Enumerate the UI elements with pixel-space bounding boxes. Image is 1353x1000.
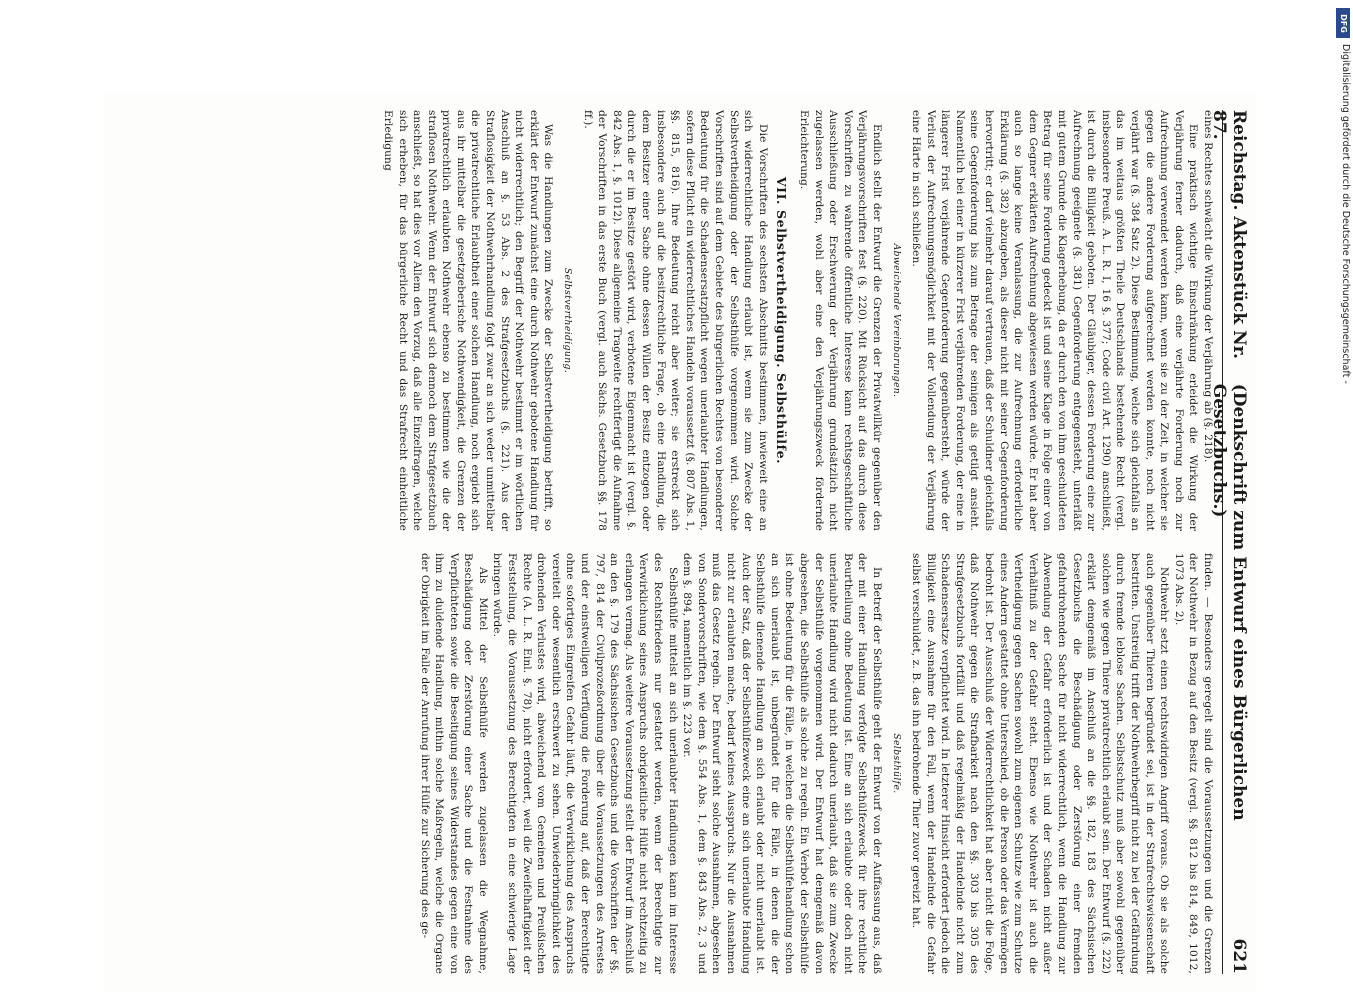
scanned-page (105, 92, 1255, 992)
paragraph: In Betreff der Selbsthülfe geht der Entwurf von der Auffassung aus, daß der mit einer Handlung verfolgte Selbsthülfezweck für ihre rechtliche Beurtheilung ohne Bedeutung ist. Eine an sich erlaubte oder doch nicht unerlaubte Handlung wird nicht dadurch unerlaubt, daß sie zum Zwecke der Selbsthülfe vorgenommen wird. Der Entwurf hat demgemäß davon abgesehen, die Selbsthülfe als solche zu regeln. Ein Verbot der Selbsthülfe ist ohne Bedeutung für die Fälle, in welchen die Selbsthülfehandlung schon an sich unerlaubt ist, unbegründet für die Fälle, in denen die der Selbsthülfe dienende Handlung an sich erlaubt oder nicht unerlaubt ist. Auch der Satz, daß der Selbsthülfezweck eine an sich unerlaubte Handlung nicht zur erlaubten mache, bedarf keines Ausspruchs. Nur die Ausnahmen muß das Gesetz regeln. Der Entwurf sieht solche Ausnahmen, abgesehen von Sondervorschriften, wie dem §. 554 Abs. 1, dem §. 843 Abs. 2, 3 und dem §. 894, namentlich im §. 223 vor. (681, 553, 883, 974)
header-center: (Denkschrift zum Entwurf eines Bürgerlichen Gesetzbuchs.) (1209, 383, 1249, 821)
header-left: Reichstag. Aktenstück Nr. 87. (1209, 110, 1249, 359)
digitization-note-text: Digitalisierung gefördert durch die Deutsche Forschungsgemeinschaft - (1340, 44, 1351, 384)
page-header (1209, 110, 1249, 974)
paragraph: Selbsthülfe mittelst an sich unerlaubter Handlungen kann im Interesse des Rechtsfriedens nur gestattet werden, wenn der Berechtigte zur Verwirklichung seines Anspruchs obrigkeitliche Hülfe nicht rechtzeitig zu erlangen vermag. Als weitere Voraussetzung stellt der Entwurf im Anschluß an den §. 179 des Sächsischen Gesetzbuchs und die Vorschriften der §§. 797, 814 der Civilprozeßordnung über die Voraussetzungen des Arrestes und der einstweiligen Verfügung die Forderung auf, daß der Berechtigte ohne sofortiges Eingreifen Gefahr läuft, die Verwirklichung des Anspruchs vereitelt oder wesentlich erschwert zu sehen. Unwiederbringlichkeit des drohenden Verlustes wird, abweichend vom Gemeinen und Preußischen Rechte (A. L. R. Einl. §. 78), nicht erfordert, weil die Zweifelhaftigkeit der Feststellung, die Voraussetzung des Berechtigten in eine schwierige Lage bringen würde. (491, 553, 679, 974)
paragraph: finden. — Besonders geregelt sind die Voraussetzungen und die Grenzen der Nothwehr in Bezug auf den Besitz (vergl. §§. 812 bis 814, 849, 1012, 1073 Abs. 2). (1172, 553, 1214, 974)
paragraph: Eine praktisch wichtige Einschränkung erleidet die Wirkung der Verjährung ferner dadurch, daß eine verjährte Forderung noch zur Aufrechnung verwendet werden kann, wenn sie zu der Zeit, in welcher sie gegen die andere Forderung aufgerechnet werden konnte, noch nicht verjährt war (§. 384 Satz 2). Diese Bestimmung, welche sich gleichfalls an das im weitaus größten Theile Deutschlands bestehende Recht (vergl. insbesondere Preuß. A. L. R. I, 16 §. 377; Code civil Art. 1290) anschließt, ist durch die Billigkeit geboten. Der Gläubiger, dessen Forderung eine zur Aufrechnung geeignete (§. 381) Gegenforderung entgegensteht, unterläßt mit gutem Grunde die Klagerhebung, da er durch den von ihm geschuldeten Betrag für seine Forderung gedeckt ist und seine Klage in Folge einer von dem Gegner erklärten Aufrechnung abgewiesen werden würde. Er hat aber auch so lange keine Veranlassung, die zur Aufrechnung erforderliche Erklärung (§. 382) abzugeben, als dieser nicht mit seiner Gegenforderung hervortritt; er darf vielmehr darauf vertrauen, daß der Schuldner gleichfalls seine Gegenforderung bis zum Betrage der seinigen als getilgt ansieht. Namentlich bei einer in kürzerer Frist verjährenden Forderung, der eine in längerer Frist verjährende Gegenforderung gegenübersteht, würde der Verlust der Aufrechnungsmöglichkeit mit der Vollendung der Verjährung eine Härte in sich schließen. (910, 110, 1200, 531)
paragraph: Nothwehr setzt einen rechtswidrigen Angriff voraus. Ob sie als solche auch gegenüber Thieren begründet sei, ist in der Strafrechtswissenschaft bestritten. Unstreitig trifft der Nothwehrbegriff nicht zu bei der Gefährdung durch fremde leblose Sachen. Selbstschutz muß aber sowohl gegenüber solchen wie gegen Thiere privatrechtlich erlaubt sein. Der Entwurf (§. 222) erklärt demgemäß im Anschluß an die §§. 182, 183 des Sächsischen Gesetzbuchs die Beschädigung oder Zerstörung einer fremden gefahrdrohenden Sache für nicht widerrechtlich, wenn die Handlung zur Abwendung der Gefahr erforderlich ist und der Schaden nicht außer Verhältniß zu der Gefahr steht. Ebenso wie Nothwehr ist auch die Vertheidigung gegen Sachen sowohl zum eigenen Schutze wie zum Schutze eines Andern gestattet ohne Unterschied, ob die Person oder das Vermögen bedroht ist. Der Ausschluß der Widerrechtlichkeit hat aber nicht die Folge, daß Nothwehr gegen die Strafbarkeit nach den §§. 303 bis 305 des Strafgesetzbuchs fortfällt und daß regelmäßig der Handelnde nicht zum Schadensersatze verpflichtet wird. In letzterer Hinsicht erfordert jedoch die Billigkeit eine Ausnahme für den Fall, wenn der Handelnde die Gefahr selbst verschuldet, z. B. das ihn bedrohende Thier zuvor gereizt hat. (910, 553, 1171, 974)
left-column (113, 110, 1215, 531)
text-columns (113, 110, 1215, 974)
side-heading: Abweichende Vereinbarungen. (890, 243, 902, 398)
page-number: 621 (1229, 938, 1249, 974)
side-heading: Selbsthülfe. (890, 733, 902, 794)
digitization-note (1340, 44, 1352, 764)
paragraph: Endlich stellt der Entwurf die Grenzen der Privatwillkür gegenüber den Verjährungsvorschriften fest (§. 220). Mit Rücksicht auf das durch diese Vorschriften zu wahrende öffentliche Interesse kann rechtsgeschäftliche Ausschließung oder Erschwerung der Verjährung grundsätzlich nicht zugelassen werden, wohl aber eine den Verjährungszweck fördernde Erleichterung. (797, 110, 883, 531)
paragraph: Die Vorschriften des sechsten Abschnitts bestimmen, inwieweit eine an sich widerrechtliche Handlung erlaubt ist, wenn sie zum Zwecke der Selbstvertheidigung oder der Selbsthülfe vorgenommen wird. Solche Vorschriften sind auf dem Gebiete des bürgerlichen Rechtes von besonderer Bedeutung für die Schadensersatzpflicht wegen unerlaubter Handlungen, sofern diese Pflicht ein widerrechtliches Handeln voraussetzt (§. 807 Abs. 1, §§. 815, 816). Ihre Bedeutung reicht aber weiter; sie erstreckt sich insbesondere auch auf die besitzrechtliche Frage, ob eine Handlung, die dem Besitzer einer Sache ohne dessen Willen der Besitz entzogen oder durch die er im Besitze gestört wird, verbotene Eigenmacht ist (vergl. §. 842 Abs. 1, §. 1012). Diese allgemeine Tragweite rechtfertigt die Aufnahme der Vorschriften in das erste Buch (vergl. auch Sächs. Gesetzbuch §§. 178 ff.). (581, 110, 769, 531)
section-heading: VII. Selbstvertheidigung. Selbsthülfe. (774, 176, 790, 465)
paragraph: Was die Handlungen zum Zwecke der Selbstvertheidigung betrifft, so erklärt der Entwurf zunächst eine durch Nothwehr gebotene Handlung für nicht widerrechtlich; den Begriff der Nothwehr bestimmt er im wörtlichen Anschluß an §. 53 Abs. 2 des Strafgesetzbuchs (§. 221). Aus der Straflosigkeit der Nothwehrhandlung folgt zwar an sich weder unmittelbar die privatrechtliche Erlaubtheit einer solchen Handlung, noch ergiebt sich aus ihr mittelbar die gesetzgeberische Nothwendigkeit, die Grenzen der privatrechtlich erlaubten Nothwehr ebenso zu bestimmen wie die der straflosen Nothwehr. Wenn der Entwurf sich dennoch dem Strafgesetzbuch anschließt, so hat dies vor Allem den Vorzug, daß alle Einzelfragen, welche sich erheben, für das bürgerliche Recht und das Strafrecht einheitliche Erledigung (381, 110, 555, 531)
paragraph: Als Mittel der Selbsthülfe werden zugelassen die Wegnahme, Beschädigung oder Zerstörung einer Sache und die Festnahme des Verpflichteten sowie die Beseitigung seines Widerstandes gegen eine von ihm zu duldende Handlung, mithin solche Maßregeln, welche die Organe der Obrigkeit im Falle der Anrufung ihrer Hülfe zur Sicherung des ge- (418, 553, 489, 974)
side-heading: Selbstvertheidigung. (562, 267, 574, 374)
paragraph: eines Rechtes schwächt die Wirkung der Verjährung ab (§. 218). (1202, 110, 1214, 463)
right-column (113, 553, 1215, 974)
dfg-logo: DFG (1336, 8, 1350, 38)
